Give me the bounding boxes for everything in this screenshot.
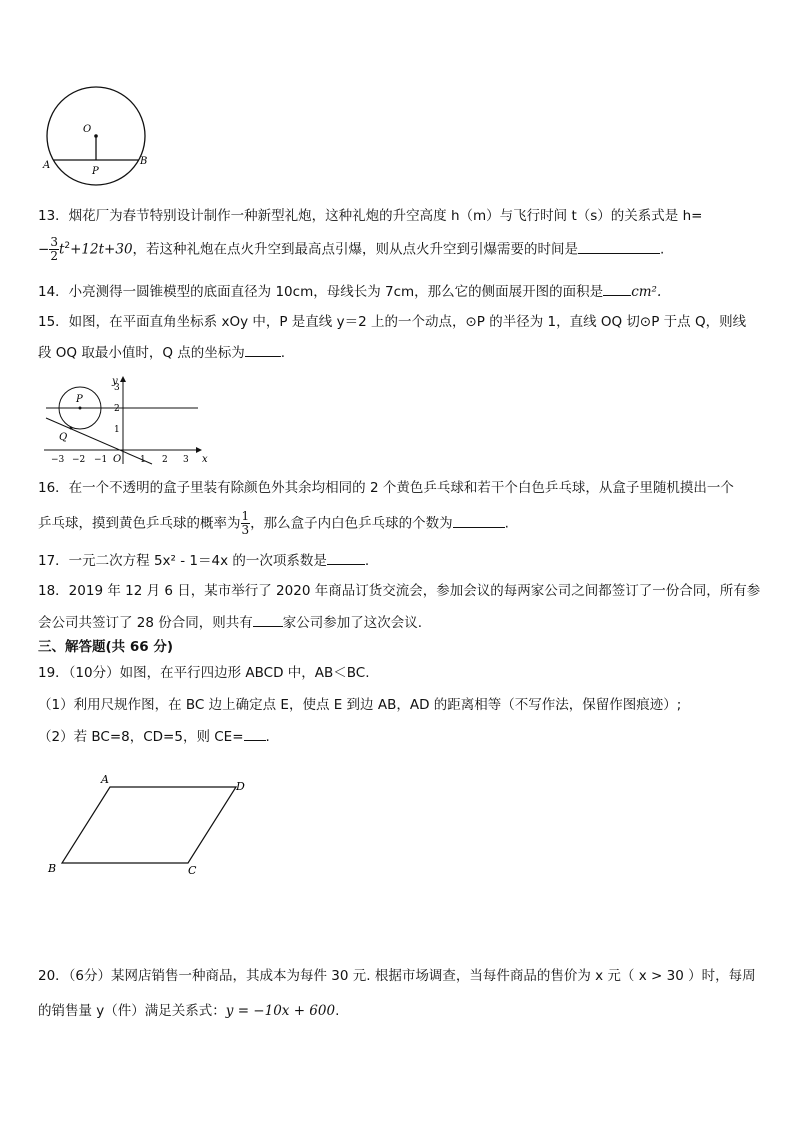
q16-fraction (241, 510, 251, 537)
q15-text2: 段 OQ 取最小值时，Q 点的坐标为 (38, 345, 245, 361)
q13-frac-den: 2 (50, 249, 58, 263)
q15-answer-blank[interactable] (245, 342, 281, 357)
q19-text3: （2）若 BC=8，CD=5，则 CE= (38, 729, 244, 745)
point-p (79, 407, 82, 410)
q18-text2b: 家公司参加了这次会议. (282, 615, 423, 631)
q18-line1 (38, 581, 760, 601)
q13-end: . (660, 241, 665, 258)
q16-frac-num: 1 (241, 509, 250, 523)
q17-end: . (364, 553, 370, 569)
q20-line2 (38, 1001, 339, 1021)
q20-line1 (38, 966, 756, 986)
x-tick-neg3: −3 (51, 455, 65, 465)
label-b: B (140, 156, 148, 167)
q15-line2 (38, 342, 285, 363)
q15-end: . (280, 345, 286, 361)
q19-answer-blank[interactable] (244, 726, 266, 741)
label-p: P (92, 166, 99, 177)
q18-text2a: 会公司共签订了 28 份合同，则共有 (38, 615, 253, 631)
q18-text1: 18．2019 年 12 月 6 日，某市举行了 2020 年商品订货交流会，参加会议的每两家公司之间都签订了一份合同，所有参 (38, 583, 761, 599)
label-y: y (112, 376, 118, 387)
y-tick-3: 3 (114, 383, 120, 393)
q13-line2 (38, 236, 664, 263)
label-q: Q (59, 432, 68, 443)
parallelogram-figure (38, 768, 263, 883)
q20-end: . (335, 1003, 340, 1019)
q16-text2b: ，那么盒子内白色乒乓球的个数为 (250, 515, 453, 532)
label-a: A (43, 160, 51, 171)
q20-text1: 20．（6分）某网店销售一种商品，其成本为每件 30 元. 根据市场调查，当每件商品的售价为 x 元（ x > 30 ）时，每周 (38, 968, 756, 984)
q16-text1: 16．在一个不透明的盒子里装有除颜色外其余均相同的 2 个黄色乒乓球和若干个白色乒乓球，从盒子里随机摸出一个 (38, 480, 734, 496)
q13-fraction (49, 236, 59, 263)
vertex-a: A (101, 773, 109, 786)
y-axis-arrow (120, 376, 126, 382)
q15-text1: 15．如图，在平面直角坐标系 xOy 中，P 是直线 y＝2 上的一个动点，⊙P 的半径为 1，直线 OQ 切⊙P 于点 Q，则线 (38, 314, 747, 330)
q13-text2: ，若这种礼炮在点火升空到最高点引爆，则从点火升空到引爆需要的时间是 (132, 241, 579, 258)
q18-line2 (38, 612, 422, 633)
q20-formula: y = −10x + 600 (225, 1003, 336, 1019)
point-q (70, 427, 73, 430)
q13-formula-t: t (58, 241, 65, 258)
vertex-b: B (48, 862, 57, 875)
q16-frac-den: 3 (241, 523, 250, 537)
y-tick-1: 1 (114, 425, 120, 435)
label-x: x (202, 454, 208, 465)
minus-sign: − (38, 241, 50, 258)
q19-text1: 19．（10分）如图，在平行四边形 ABCD 中，AB＜BC. (38, 665, 370, 681)
x-tick-1: 1 (140, 455, 146, 465)
q17-text: 17．一元二次方程 5x² - 1＝4x 的一次项系数是 (38, 553, 327, 569)
q14-text: 14．小亮测得一圆锥模型的底面直径为 10cm，母线长为 7cm，那么它的侧面展开图的面积是 (38, 284, 604, 300)
q13-formula-rest: +12t+30 (70, 241, 133, 258)
q17-answer-blank[interactable] (327, 550, 365, 565)
q19-line3 (38, 726, 270, 747)
q13-line1 (38, 206, 702, 226)
label-p2: P (76, 394, 83, 405)
q20-text2a: 的销售量 y（件）满足关系式： (38, 1003, 226, 1019)
x-tick-neg1: −1 (94, 455, 108, 465)
q16-text2a: 乒乓球，摸到黄色乒乓球的概率为 (38, 515, 241, 532)
x-tick-neg2: −2 (72, 455, 86, 465)
section-3-heading (38, 637, 173, 657)
q19-text2: （1）利用尺规作图，在 BC 边上确定点 E，使点 E 到边 AB，AD 的距离相等（不写作法，保留作图痕迹）; (38, 697, 682, 713)
section-3-text: 三、解答题(共 66 分) (38, 639, 174, 655)
q14-unit: cm². (631, 284, 662, 300)
q13-answer-blank[interactable] (578, 239, 660, 254)
label-o2: O (113, 454, 122, 465)
q19-line2 (38, 695, 681, 715)
x-tick-2: 2 (162, 455, 168, 465)
y-tick-2: 2 (114, 404, 120, 414)
q13-frac-num: 3 (50, 235, 58, 249)
q14-line (38, 281, 661, 302)
q18-answer-blank[interactable] (253, 612, 283, 627)
vertex-d: D (236, 780, 245, 793)
q14-answer-blank[interactable] (603, 281, 631, 296)
q16-line1 (38, 478, 734, 498)
x-tick-3: 3 (183, 455, 189, 465)
parallelogram-abcd (62, 787, 236, 863)
q16-end: . (504, 515, 509, 532)
q17-line (38, 550, 369, 571)
center-point (94, 134, 98, 138)
q13-text1: 13．烟花厂为春节特别设计制作一种新型礼炮，这种礼炮的升空高度 h（m）与飞行时间 t（s）的关系式是 h= (38, 208, 703, 224)
vertex-c: C (188, 864, 197, 877)
label-o: O (83, 124, 92, 135)
q19-line1 (38, 663, 370, 683)
coordinate-figure (38, 370, 213, 468)
q13-exp: 2 (64, 241, 71, 251)
q16-answer-blank[interactable] (453, 513, 505, 528)
q16-line2 (38, 510, 509, 537)
q15-line1 (38, 312, 746, 332)
x-axis-arrow (196, 447, 202, 453)
q19-end: . (265, 729, 270, 745)
circle-figure (38, 86, 158, 188)
y-tick-labels (114, 383, 120, 435)
